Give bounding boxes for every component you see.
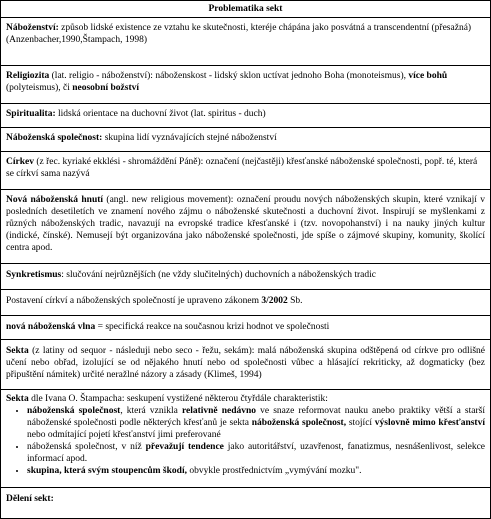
- term: Religiozita: [6, 71, 50, 81]
- definition-text: : slučování nejrůznějších (ne vždy slučitelných) duchovních a náboženských tradic: [61, 270, 376, 280]
- term: Sekta: [6, 394, 29, 404]
- term: 3/2002: [261, 296, 288, 306]
- definition-spiritualita: [1, 103, 490, 127]
- definition-text: Sb.: [287, 296, 303, 306]
- definition-nova-nabozenska-hnuti: [1, 189, 490, 263]
- section-heading: Dělení sekt:: [6, 494, 54, 504]
- term: nová náboženská vlna: [6, 322, 96, 332]
- list-item: • náboženská společnost, která vznikla relativně nedávno ve snaze reformovat nauku anebo praktiky větší a starší náboženské společnosti podle některých křesťanů je sekta náboženská společnost, stojící výslovně mimo křesťanství nebo odmítající pojetí křesťanství jimi preferované: [27, 405, 485, 441]
- definition-nabozenstvi: [1, 17, 490, 65]
- term: Náboženství:: [6, 23, 59, 33]
- deleni-sekt-row: [1, 487, 490, 518]
- term: více bohů: [408, 71, 448, 81]
- definition-synkretismus: [1, 263, 490, 289]
- title-row: [1, 1, 490, 17]
- definition-nova-nabozenska-vlna: [1, 315, 490, 339]
- term: Spiritualita:: [6, 109, 56, 119]
- definition-text: (angl. new religious movement): označení proudu nových náboženských skupin, které vznikají v posledních desetiletích ve znamení nového zájmu o náboženské skutečnosti a duchovní život. Inspirují se myšlenkami z různých náboženských tradic, navazují na evropské tradice křesťanské i (tzv. novopohanství) i na nauky jiných kultur (indické, čínské). Nemusejí být organizována jako náboženské společnosti, jde spíše o zájmové skupiny, komunity, školící centra apod.: [6, 195, 485, 253]
- term: Synkretismus: [6, 270, 62, 280]
- definition-text: lidská orientace na duchovní život (lat. spiritus - duch): [55, 109, 266, 119]
- definition-postaveni-cirkvi: [1, 289, 490, 315]
- sekta-characteristics: [1, 389, 490, 487]
- term: Sekta: [6, 346, 29, 356]
- term: Církev: [6, 157, 34, 167]
- term: Náboženská společnost:: [6, 133, 103, 143]
- definition-text: dle Ivana O. Štampacha: seskupení vystižené některou čtyřdále charakteristik:: [28, 394, 328, 404]
- list-item: • skupina, která svým stoupencům škodí, obvykle prostřednictvím „vymývání mozku".: [27, 465, 485, 477]
- definition-text: (lat. religio - náboženství): náboženskost - lidský sklon uctívat jednoho Boha (monoteismus),: [49, 71, 409, 81]
- definition-text: skupina lidí vyznávajících stejné náboženství: [102, 133, 277, 143]
- definition-text: způsob lidské existence ze vztahu ke skutečnosti, kteréje chápána jako posvátná a transcendentní (přesažná)(Anzenbacher,1990,Štampach, 1998): [6, 23, 472, 45]
- definition-text: (z řec. kyriaké ekklési - shromáždění Páně): označení (nejčastěji) křesťanské náboženské společnosti, popř. té, která se církví sama nazývá: [6, 157, 478, 179]
- definition-sekta: [1, 339, 490, 389]
- term: Nová náboženská hnutí: [6, 195, 104, 205]
- definition-text: (z latiny od sequor - následuji nebo seco - řežu, sekám): malá náboženská skupina odštěpená od církve pro odlišné učení nebo obřad, izolující se od nějakého hnutí nebo od společnosti vůbec a hlásající rekriticky, až dogmaticky (bez připuštění námitek) určité neražlné názory a zásady (Klimeš, 1994): [6, 346, 485, 380]
- page-title: Problematika sekt: [208, 4, 283, 14]
- characteristics-list: [6, 405, 485, 477]
- definition-text: (polyteismus), či: [6, 83, 73, 93]
- definition-cirkev: [1, 151, 490, 189]
- definition-nabozenska-spolecnost: [1, 127, 490, 151]
- list-item: • náboženská společnost, v níž převažují tendence jako autoritářství, uzavřenost, fanatizmus, nesnášenlivost, selekce informací apod.: [27, 441, 485, 465]
- definition-text: = specifická reakce na současnou krizi hodnot ve společnosti: [95, 322, 330, 332]
- term: neosobní božství: [72, 83, 140, 93]
- definition-text: Postavení církví a náboženských společností je upraveno zákonem: [6, 296, 262, 306]
- definition-religiozita: [1, 65, 490, 103]
